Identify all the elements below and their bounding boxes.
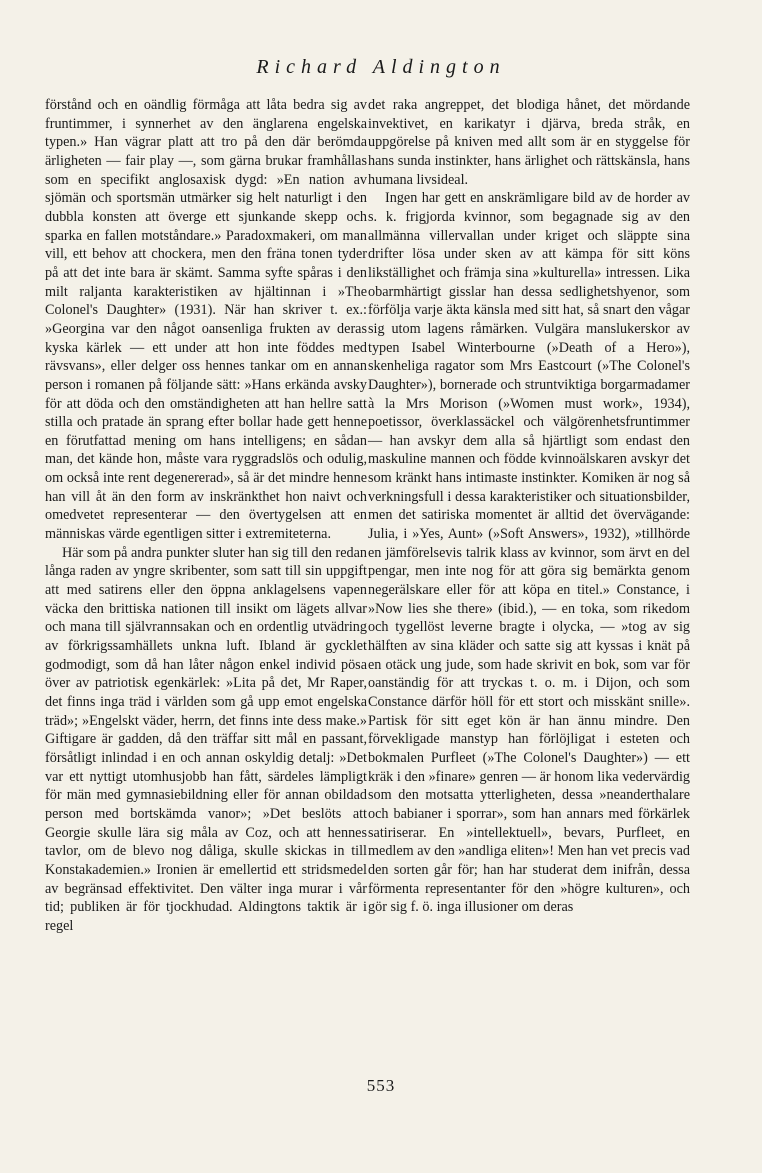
page-number: 553 (366, 1076, 396, 1095)
running-header: Richard Aldington (256, 56, 506, 78)
paragraph: det raka angreppet, det blodiga hånet, det mördande invektivet, en karikatyr i djärva, breda stråk, en uppgörelse på kniven med allt som är en styggelse för hans sunda instinkter, hans ärlighet och rättskänsla, hans humana livsideal. (368, 97, 690, 188)
right-text-column (368, 96, 690, 917)
left-text-column (45, 96, 367, 936)
paragraph: förstånd och en oändlig förmåga att låta bedra sig av fruntimmer, i synnerhet av den änglarena engelska typen.» Han vägrar platt att tro på den där berömda ärligheten — fair play —, som gärna brukar framhållas som en specifikt anglosaxisk dygd: »En nation av sjömän och sportsmän utmärker sig helt naturligt i den dubbla konsten att överge ett sjunkande skepp och sparka en fallen motståndare.» Paradoxmakeri, om man vill, ett behov att chockera, men den fräna tonen tyder på att det inte bara är skämt. Samma syfte spåras i den milt raljanta karakteristiken av hjältinnan i »The Colonel's Daughter» (1931). När han skriver t. ex.: »Georgina var den något oansenliga frukten av deras kyska kärlek — ett under att hon inte föddes med rävsvans», eller delger oss hennes tankar om en annan person i romanen på följande sätt: »Hans erkända avsky för att döda och den omständigheten att han hellre satt stilla och pratade än sprang efter bollar hade gett henne en förutfattad mening om hans intelligens; en sådan man, det kände hon, måste vara ryggradslös och odulig, om också inte rent degenererad», så är det mindre henne han vill åt än den form av inskränkthet hon naivt och omedvetet representerar — den övertygelsen att en människas värde egentligen sitter i extremiteterna. (45, 97, 367, 543)
paragraph: Här som på andra punkter sluter han sig till den redan långa raden av yngre skribenter, som satt till sin uppgift att med satirens eller den öppna anklagelsens vapen väcka den brittiska nationen till insikt om lägets allvar och mana till självrannsakan och en ordentlig utvädring av förkrigssamhällets unkna luft. Ibland är gycklet godmodigt, som då han låter någon enkel individ pösa över av patriotisk egenkärlek: »Lita på det, Mr Raper, det finns inga träd i världen som gå upp emot engelska träd»; »Engelskt väder, herrn, det finns inte dess make.» Giftigare är gadden, då den träffar sitt mål en passant, försåtligt inlindad i en och annan oskyldig detalj: »Det var ett nyttigt utomhusjobb han fått, särdeles lämpligt för män med gymnasiebildning eller för annan obildad person med bortskämda vanor»; »Det beslöts att Georgie skulle lära sig måla av Coz, och att hennes tavlor, om de blevo nog dåliga, skulle skickas in till Konstakademien.» Ironien är emellertid ett stridsmedel av begränsad effektivitet. Den välter inga murar i vår tid; publiken är för tjockhudad. Aldingtons taktik är i regel (45, 544, 367, 934)
paragraph: Ingen har gett en anskrämligare bild av de horder av s. k. frigjorda kvinnor, som begagnade sig av den allmänna villervallan under kriget och släppte sina drifter lösa under sken av att kämpa för sitt köns likställighet och främja sina »kulturella» intressen. Lika obarmhärtigt gisslar han dessa sedlighetshyenor, som förfölja varje äkta känsla med sitt hat, så snart den vågar sig utom lagens råmärken. Vulgära manslukerskor av typen Isabel Winterbourne (»Death of a Hero»), skenheliga ragator som Mrs Eastcourt (»The Colonel's Daughter»), bornerade och struntviktiga borgarmadamer à la Mrs Morison (»Women must work», 1934), poetissor, överklassäckel och välgörenhetsfruntimmer — han avskyr dem alla så hjärtligt som endast den maskuline mannen och födde kvinnoälskaren avskyr det som kränkt hans intimaste instinkter. Komiken är nog så verkningsfull i dessa karakteristiker och situationsbilder, men det satiriska momentet är alltid det övervägande: Julia, i »Yes, Aunt» (»Soft Answers», 1932), »tillhörde en jämförelsevis talrik klass av kvinnor, som ärvt en del pengar, men inte nog för att göra sig bemärkta genom negerälskare eller för att köpa en titel.» Constance, i »Now lies she there» (ibid.), — en toka, som rikedom och tygellöst leverne bragte i olycka, — »tog av sig hälften av sina kläder och satte sig att kyssas i knät på en otäck ung jude, som hade skrivit en bok, som var för oanständig för att tryckas t. o. m. i Dijon, och som Constance därför höll för ett stort och misskänt snille». Partisk för sitt eget kön är han ännu mindre. Den förvekligade manstyp han förlöjligat i esteten och bokmalen Purfleet (»The Colonel's Daughter») — ett kräk i den »finare» genren — är honom lika vedervärdig som den motsatta ytterligheten, dessa »neanderthalare och babianer i sporrar», som han annars med förkärlek satiriserar. En »intellektuell», bevars, Purfleet, en medlem av den »andliga eliten»! Men han vet precis vad den sorten går för; han har studerat dem inifrån, dessa förmenta representanter för den »högre kulturen», och gör sig f. ö. inga illusioner om deras (368, 190, 690, 916)
